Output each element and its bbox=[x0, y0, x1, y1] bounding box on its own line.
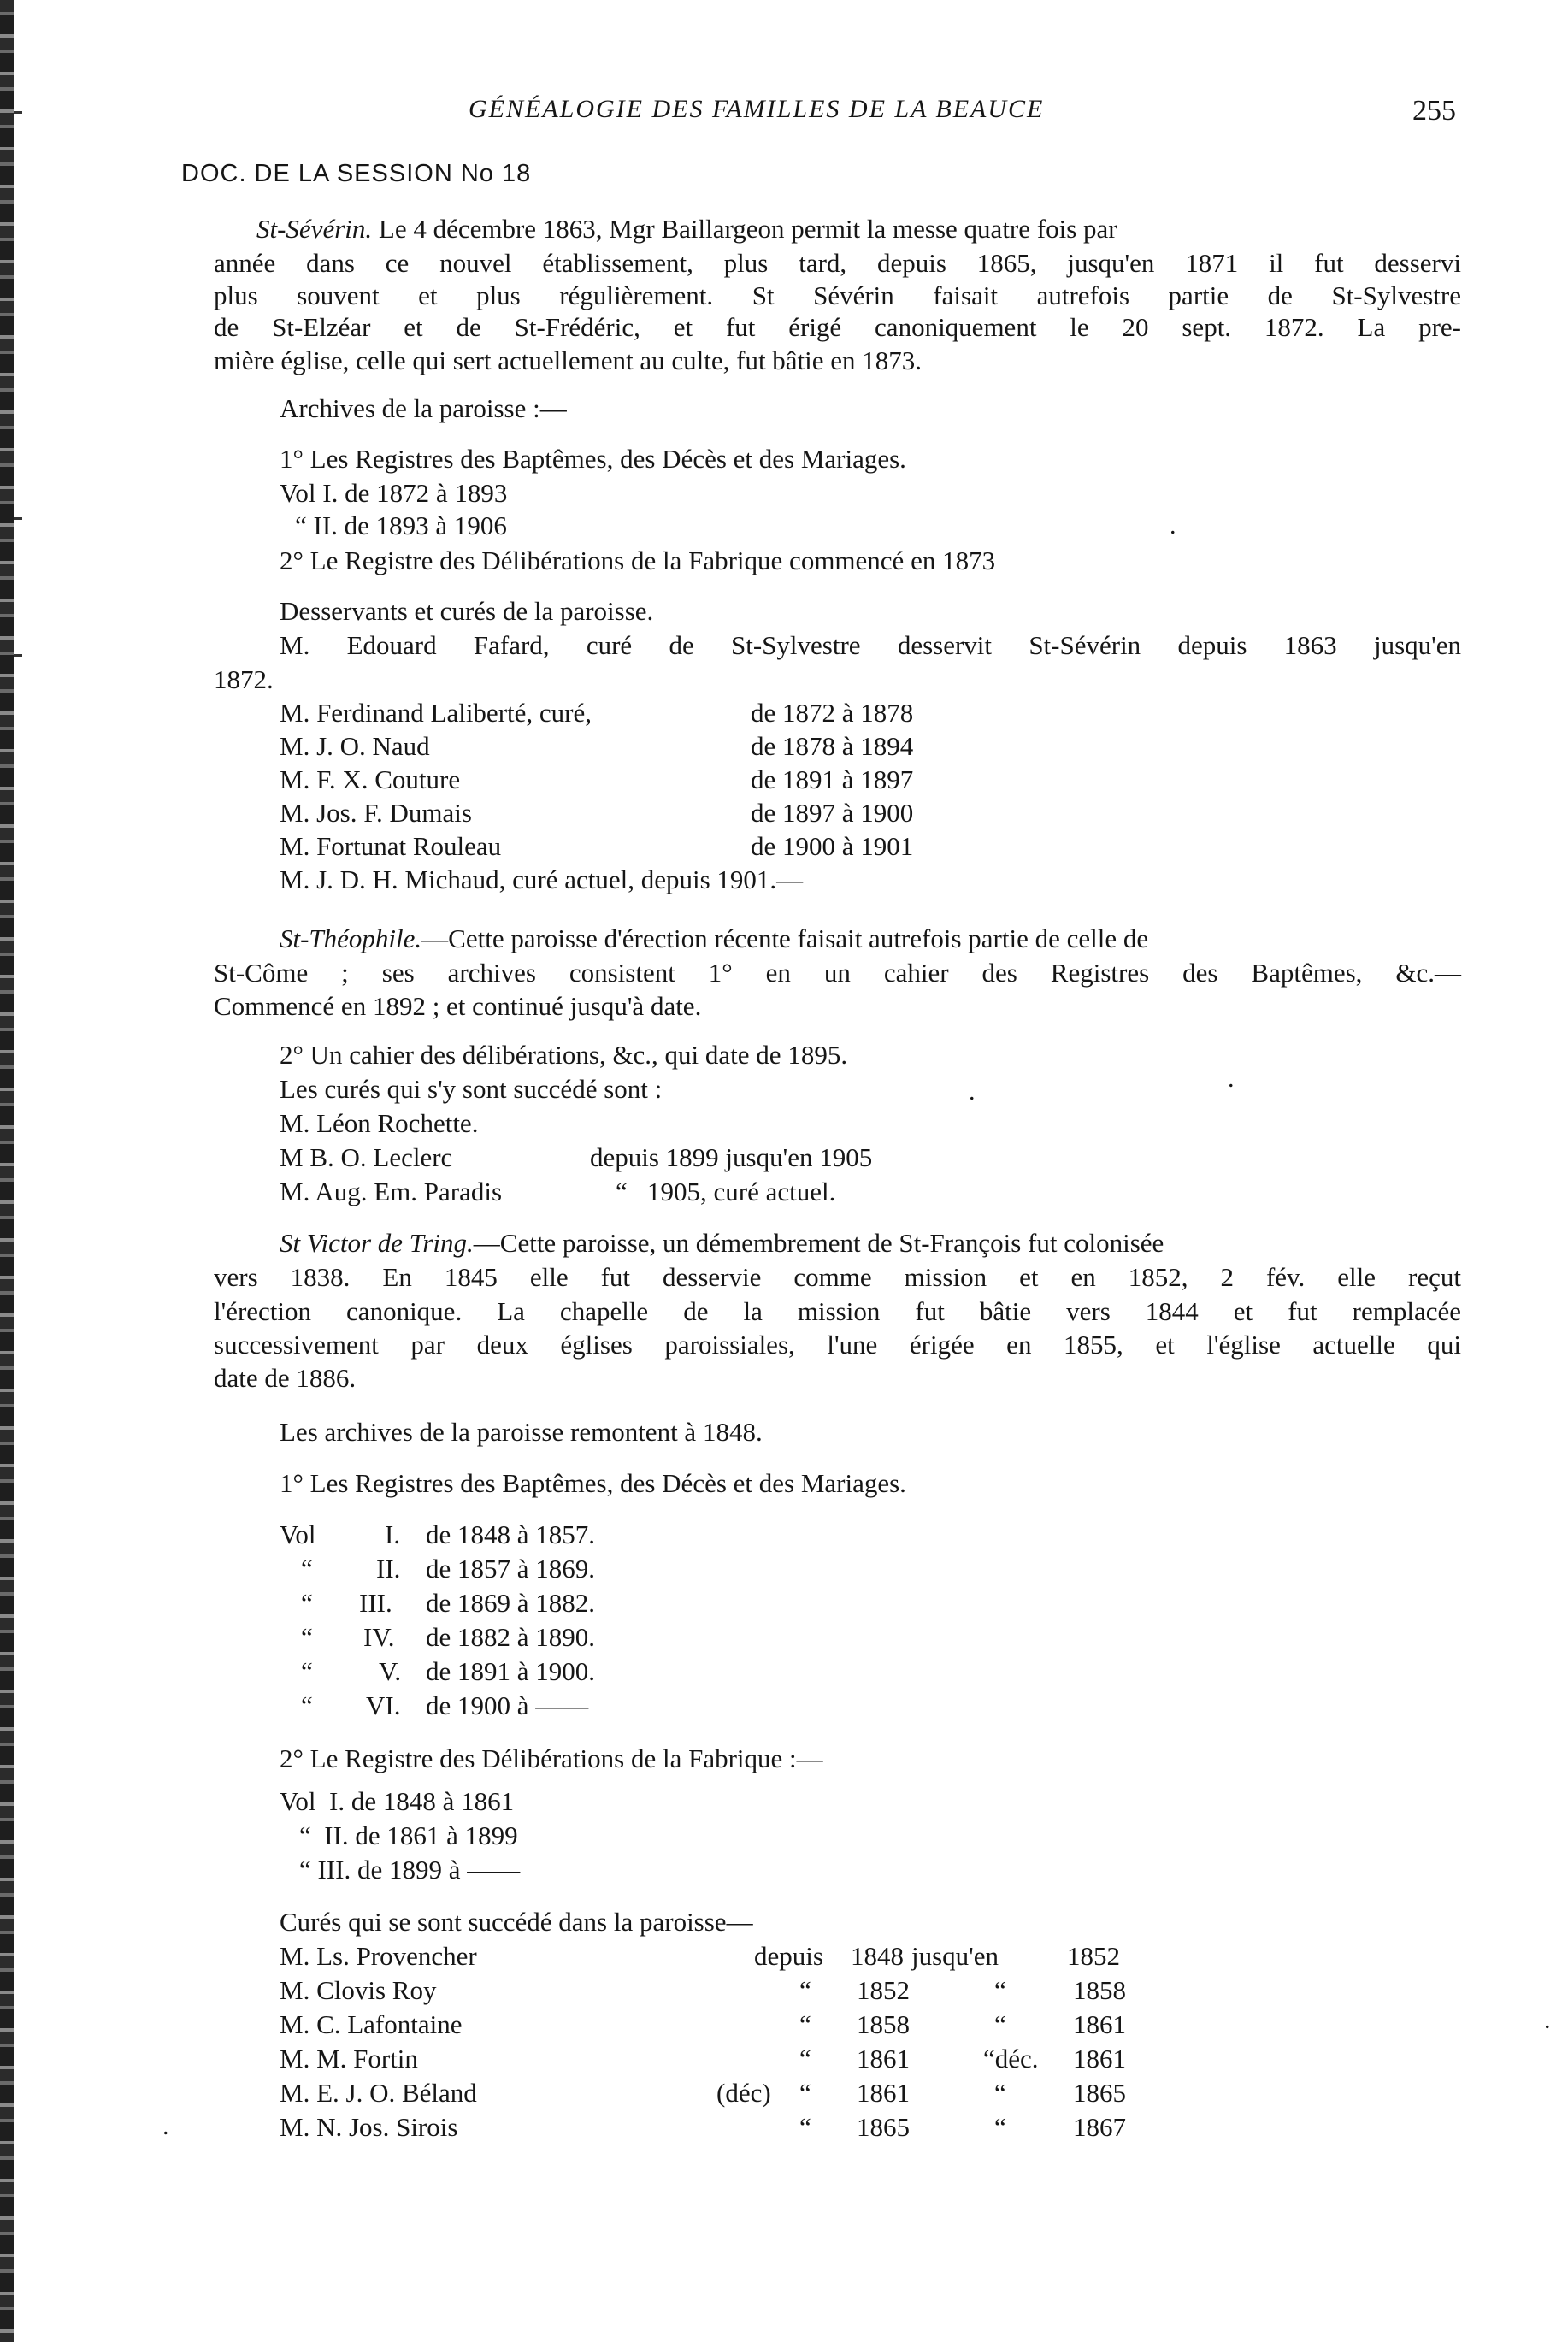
victor-cures-heading: Curés qui se sont succédé dans la paroisse— bbox=[280, 1907, 753, 1937]
victor-registers-heading: 1° Les Registres des Baptêmes, des Décès et des Mariages. bbox=[280, 1468, 906, 1498]
theophile-cures-heading: Les curés qui s'y sont succédé sont : bbox=[280, 1074, 663, 1104]
scan-speck: . bbox=[162, 2112, 169, 2140]
severin-register-line: 2° Le Registre des Délibérations de la Fabrique commencé en 1873 bbox=[280, 546, 996, 575]
priest-dates: de 1900 à 1901 bbox=[751, 831, 914, 861]
cure-to-year: 1867 bbox=[1073, 2112, 1126, 2142]
cure-from-year: 1865 bbox=[857, 2112, 910, 2142]
volume-line: “ II. de 1861 à 1899 bbox=[299, 1820, 518, 1850]
volume-range: de 1882 à 1890. bbox=[426, 1622, 596, 1652]
cure-from-year: 1861 bbox=[857, 2044, 910, 2074]
theophile-title: St-Théophile. bbox=[280, 923, 422, 953]
cure-from-marker: “ bbox=[799, 2112, 811, 2142]
priest-dates: de 1891 à 1897 bbox=[751, 764, 914, 794]
victor-archives-line: Les archives de la paroisse remontent à 1848. bbox=[280, 1417, 763, 1447]
cure-to-year: 1861 bbox=[1073, 2009, 1126, 2039]
volume-range: de 1848 à 1857. bbox=[426, 1519, 596, 1549]
priest-dates: de 1872 à 1878 bbox=[751, 698, 914, 728]
severin-paragraph-line: de St-Elzéar et de St-Frédéric, et fut érigé canoniquement le 20 sept. 1872. La pre- bbox=[214, 312, 1461, 342]
scan-speck: . bbox=[1544, 2006, 1551, 2034]
cure-to-year: 1858 bbox=[1073, 1975, 1126, 2005]
volume-number: II. bbox=[376, 1554, 401, 1584]
cure-name: M. C. Lafontaine bbox=[280, 2009, 463, 2039]
scan-speck: . bbox=[969, 1077, 976, 1106]
victor-paragraph-line: St Victor de Tring.—Cette paroisse, un démembrement de St-François fut colonisée bbox=[280, 1228, 1164, 1258]
victor-title: St Victor de Tring. bbox=[280, 1228, 474, 1258]
volume-range: de 1891 à 1900. bbox=[426, 1656, 596, 1686]
severin-paragraph-line: année dans ce nouvel établissement, plus tard, depuis 1865, jusqu'en 1871 il fut desservi bbox=[214, 248, 1461, 278]
volume-prefix: “ bbox=[301, 1622, 313, 1652]
priest-name: M. Aug. Em. Paradis bbox=[280, 1177, 503, 1206]
priest-dates: depuis 1899 jusqu'en 1905 bbox=[590, 1142, 873, 1172]
cure-from-marker: “ bbox=[799, 2044, 811, 2074]
cure-name: M. M. Fortin bbox=[280, 2044, 418, 2074]
priest-name: M B. O. Leclerc bbox=[280, 1142, 453, 1172]
priest-dates: “ 1905, curé actuel. bbox=[616, 1177, 836, 1206]
priest-name: M. J. O. Naud bbox=[280, 731, 430, 761]
volume-range: de 1900 à —— bbox=[426, 1690, 589, 1720]
cure-to-marker: jusqu'en bbox=[911, 1941, 999, 1971]
volume-number: V. bbox=[379, 1656, 402, 1686]
cure-name: M. Ls. Provencher bbox=[280, 1941, 477, 1971]
cure-from-marker: depuis bbox=[754, 1941, 823, 1971]
priest-name: M. Jos. F. Dumais bbox=[280, 798, 472, 828]
cure-from-year: 1858 bbox=[857, 2009, 910, 2039]
victor-paragraph-line: successivement par deux églises paroissiales, l'une érigée en 1855, et l'église actuelle qui bbox=[214, 1330, 1461, 1360]
severin-current-priest: M. J. D. H. Michaud, curé actuel, depuis 1901.— bbox=[280, 864, 804, 894]
priest-dates: de 1878 à 1894 bbox=[751, 731, 914, 761]
volume-prefix: “ bbox=[301, 1588, 313, 1618]
priest-dates: de 1897 à 1900 bbox=[751, 798, 914, 828]
severin-paragraph-line: mière église, celle qui sert actuellement au culte, fut bâtie en 1873. bbox=[214, 345, 923, 375]
priest-name: M. Fortunat Rouleau bbox=[280, 831, 502, 861]
priest-name: M. Ferdinand Laliberté, curé, bbox=[280, 698, 592, 728]
cure-to-marker: “ bbox=[994, 2112, 1006, 2142]
severin-register-line: 1° Les Registres des Baptêmes, des Décès et des Mariages. bbox=[280, 444, 906, 474]
running-title: GÉNÉALOGIE DES FAMILLES DE LA BEAUCE bbox=[469, 95, 1045, 123]
volume-prefix: “ bbox=[301, 1656, 313, 1686]
page-number: 255 bbox=[1412, 95, 1456, 127]
volume-prefix: “ bbox=[301, 1554, 313, 1584]
volume-line: Vol I. de 1848 à 1861 bbox=[280, 1786, 515, 1816]
victor-paragraph-line: l'érection canonique. La chapelle de la mission fut bâtie vers 1844 et fut remplacée bbox=[214, 1296, 1461, 1326]
cure-from-marker: “ bbox=[799, 2078, 811, 2108]
cure-name: M. E. J. O. Béland bbox=[280, 2078, 477, 2108]
cure-from-year: 1861 bbox=[857, 2078, 910, 2108]
volume-number: III. bbox=[359, 1588, 392, 1618]
theophile-priest: M. Léon Rochette. bbox=[280, 1108, 479, 1138]
cure-to-year: 1865 bbox=[1073, 2078, 1126, 2108]
scan-speck: . bbox=[1228, 1065, 1235, 1093]
priest-name: M. F. X. Couture bbox=[280, 764, 461, 794]
theophile-paragraph-line: St-Côme ; ses archives consistent 1° en un cahier des Registres des Baptêmes, &c.— bbox=[214, 958, 1461, 988]
severin-fafard-line: M. Edouard Fafard, curé de St-Sylvestre desservit St-Sévérin depuis 1863 jusqu'en bbox=[280, 630, 1461, 660]
volume-prefix: “ bbox=[301, 1690, 313, 1720]
scan-edge bbox=[0, 0, 14, 2342]
cure-from-marker: “ bbox=[799, 1975, 811, 2005]
severin-title: St-Sévérin. bbox=[256, 214, 373, 244]
session-label: DOC. DE LA SESSION No 18 bbox=[181, 160, 532, 187]
severin-priests-heading: Desservants et curés de la paroisse. bbox=[280, 596, 654, 626]
theophile-paragraph-line: St-Théophile.—Cette paroisse d'érection récente faisait autrefois partie de celle de bbox=[280, 923, 1149, 953]
victor-paragraph-line: date de 1886. bbox=[214, 1363, 357, 1393]
cure-to-year: 1852 bbox=[1067, 1941, 1120, 1971]
cure-deceased-note: (déc) bbox=[716, 2078, 771, 2108]
volume-range: de 1869 à 1882. bbox=[426, 1588, 596, 1618]
volume-number: VI. bbox=[366, 1690, 401, 1720]
cure-from-marker: “ bbox=[799, 2009, 811, 2039]
severin-register-line: Vol I. de 1872 à 1893 bbox=[280, 478, 508, 508]
cure-to-marker: “déc. bbox=[983, 2044, 1039, 2074]
severin-fafard-line: 1872. bbox=[214, 664, 274, 694]
severin-paragraph-line: plus souvent et plus régulièrement. St Sévérin faisait autrefois partie de St-Sylvestre bbox=[214, 280, 1461, 310]
theophile-paragraph-line: Commencé en 1892 ; et continué jusqu'à date. bbox=[214, 991, 702, 1021]
volume-line: “ III. de 1899 à —— bbox=[299, 1855, 521, 1885]
volume-prefix: Vol bbox=[280, 1519, 316, 1549]
victor-deliberations-heading: 2° Le Registre des Délibérations de la Fabrique :— bbox=[280, 1743, 823, 1773]
scan-edge-mark bbox=[14, 517, 22, 520]
cure-to-marker: “ bbox=[994, 2078, 1006, 2108]
cure-from-year: 1852 bbox=[857, 1975, 910, 2005]
victor-paragraph-line: vers 1838. En 1845 elle fut desservie comme mission et en 1852, 2 fév. elle reçut bbox=[214, 1262, 1461, 1292]
cure-name: M. Clovis Roy bbox=[280, 1975, 437, 2005]
volume-range: de 1857 à 1869. bbox=[426, 1554, 596, 1584]
cure-to-marker: “ bbox=[994, 1975, 1006, 2005]
volume-number: I. bbox=[385, 1519, 401, 1549]
scan-speck: . bbox=[1170, 511, 1176, 540]
cure-from-year: 1848 bbox=[851, 1941, 904, 1971]
scan-edge-mark bbox=[14, 111, 22, 114]
severin-paragraph-line: St-Sévérin. Le 4 décembre 1863, Mgr Baillargeon permit la messe quatre fois par bbox=[256, 214, 1117, 244]
cure-to-year: 1861 bbox=[1073, 2044, 1126, 2074]
severin-archives-heading: Archives de la paroisse :— bbox=[280, 393, 567, 423]
cure-to-marker: “ bbox=[994, 2009, 1006, 2039]
volume-number: IV. bbox=[363, 1622, 395, 1652]
cure-name: M. N. Jos. Sirois bbox=[280, 2112, 458, 2142]
theophile-item-2: 2° Un cahier des délibérations, &c., qui date de 1895. bbox=[280, 1040, 848, 1070]
severin-register-line: “ II. de 1893 à 1906 bbox=[295, 510, 507, 540]
scan-edge-mark bbox=[14, 654, 22, 657]
